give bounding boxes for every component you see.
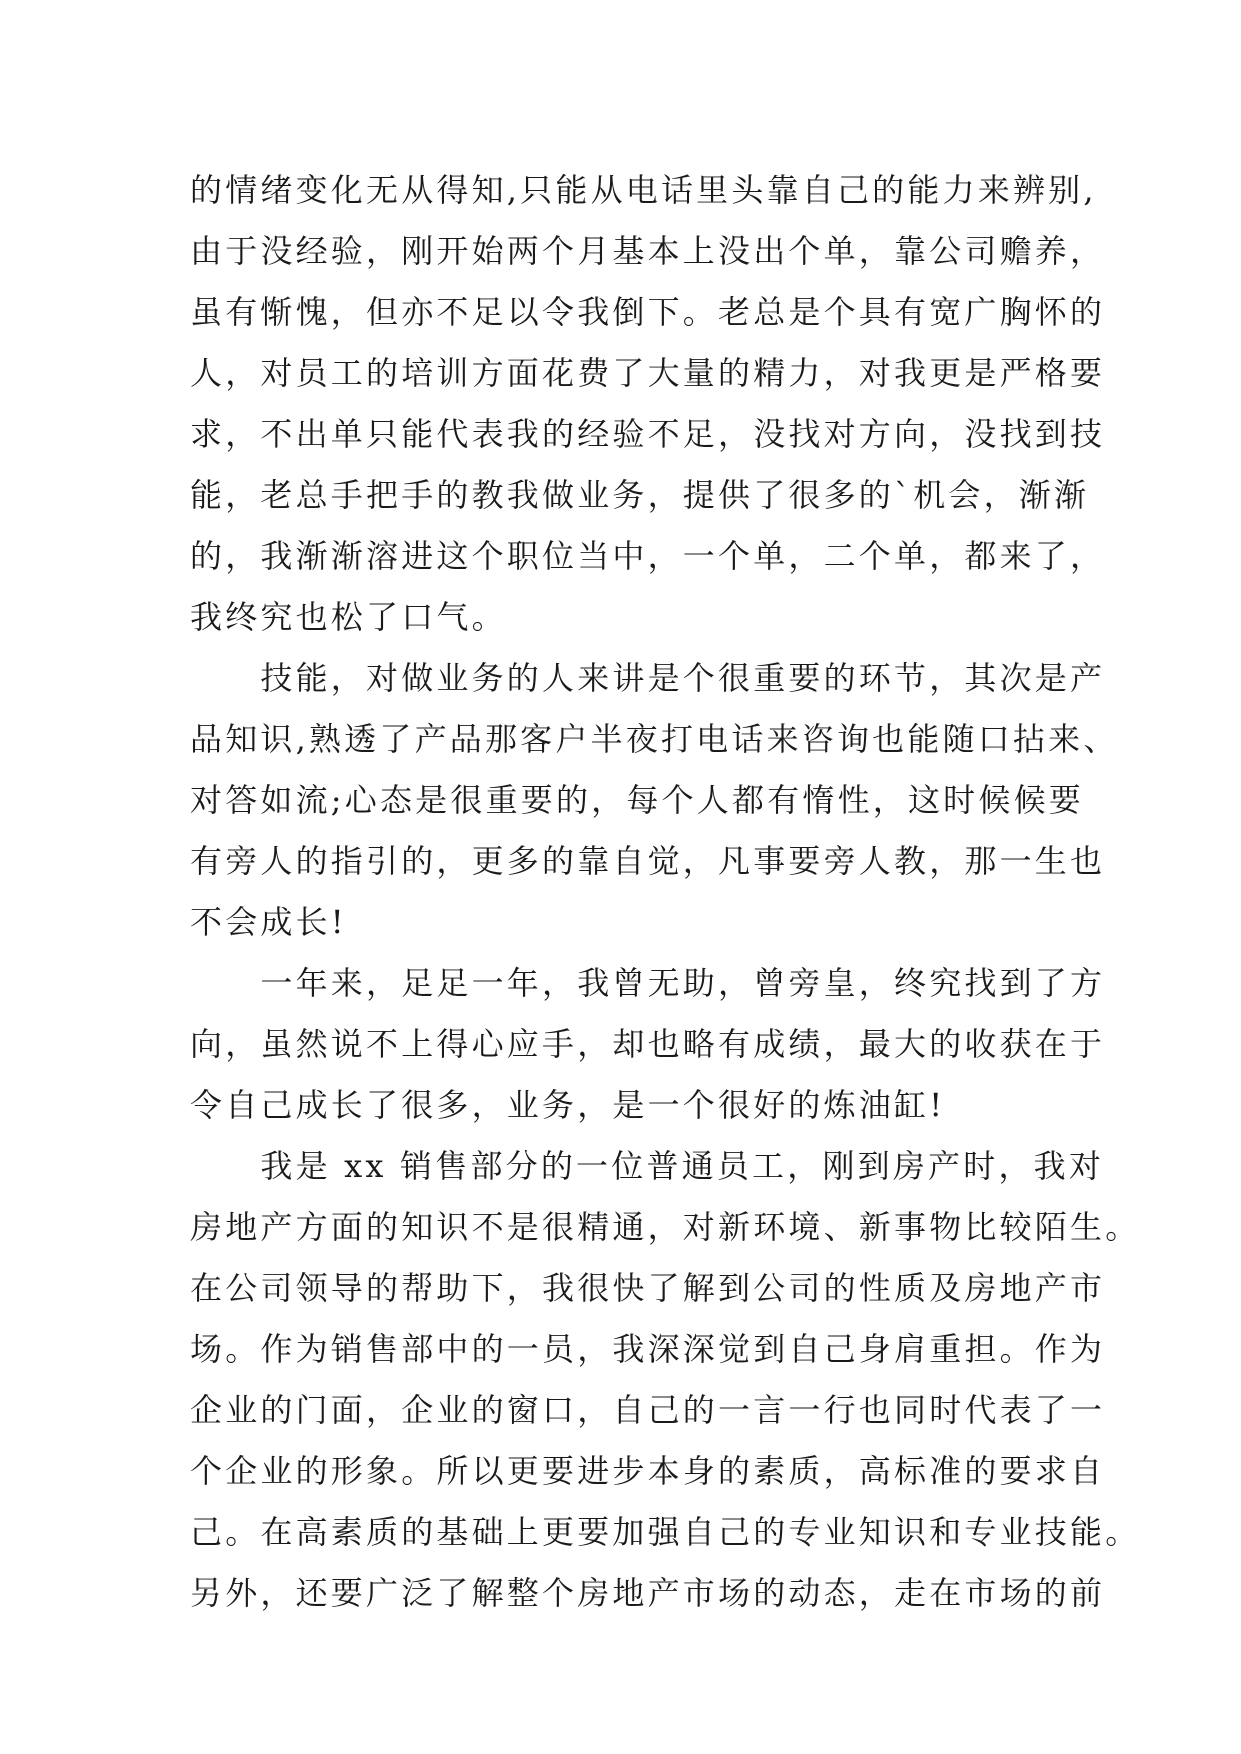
text-line-19: 在公司领导的帮助下，我很快了解到公司的性质及房地产市 bbox=[190, 1269, 1106, 1307]
text-line-11: 对答如流;心态是很重要的，每个人都有惰性，这时候候要 bbox=[190, 781, 1084, 819]
text-line-6: 能，老总手把手的教我做业务，提供了很多的`机会，渐渐 bbox=[190, 476, 1090, 514]
text-line-23: 己。在高素质的基础上更要加强自己的专业知识和专业技能。 bbox=[190, 1513, 1141, 1551]
text-line-18: 房地产方面的知识不是很精通，对新环境、新事物比较陌生。 bbox=[190, 1208, 1141, 1246]
text-line-22: 个企业的形象。所以更要进步本身的素质，高标准的要求自 bbox=[190, 1452, 1106, 1490]
text-line-1: 的情绪变化无从得知,只能从电话里头靠自己的能力来辨别, bbox=[190, 171, 1097, 209]
text-line-3: 虽有惭愧，但亦不足以令我倒下。老总是个具有宽广胸怀的 bbox=[190, 293, 1106, 331]
text-line-21: 企业的门面，企业的窗口，自己的一言一行也同时代表了一 bbox=[190, 1391, 1106, 1429]
text-line-12: 有旁人的指引的，更多的靠自觉，凡事要旁人教，那一生也 bbox=[190, 842, 1106, 880]
text-line-9: 技能，对做业务的人来讲是个很重要的环节，其次是产 bbox=[190, 659, 1106, 697]
text-line-8: 我终究也松了口气。 bbox=[190, 598, 507, 636]
text-line-10: 品知识,熟透了产品那客户半夜打电话来咨询也能随口拈来、 bbox=[190, 720, 1119, 758]
text-line-7: 的，我渐渐溶进这个职位当中，一个单，二个单，都来了， bbox=[190, 537, 1106, 575]
text-line-16: 令自己成长了很多，业务，是一个很好的炼油缸! bbox=[190, 1086, 946, 1124]
text-line-14: 一年来，足足一年，我曾无助，曾旁皇，终究找到了方 bbox=[190, 964, 1106, 1002]
text-line-13: 不会成长! bbox=[190, 903, 347, 941]
text-line-15: 向，虽然说不上得心应手，却也略有成绩，最大的收获在于 bbox=[190, 1025, 1106, 1063]
text-line-20: 场。作为销售部中的一员，我深深觉到自己身肩重担。作为 bbox=[190, 1330, 1106, 1368]
text-line-17: 我是 xx 销售部分的一位普通员工，刚到房产时，我对 bbox=[190, 1147, 1105, 1185]
text-line-5: 求，不出单只能代表我的经验不足，没找对方向，没找到技 bbox=[190, 415, 1106, 453]
text-line-2: 由于没经验，刚开始两个月基本上没出个单，靠公司赡养， bbox=[190, 232, 1106, 270]
body-text bbox=[190, 160, 1141, 1624]
text-line-4: 人，对员工的培训方面花费了大量的精力，对我更是严格要 bbox=[190, 354, 1106, 392]
text-line-24: 另外，还要广泛了解整个房地产市场的动态，走在市场的前 bbox=[190, 1574, 1106, 1612]
